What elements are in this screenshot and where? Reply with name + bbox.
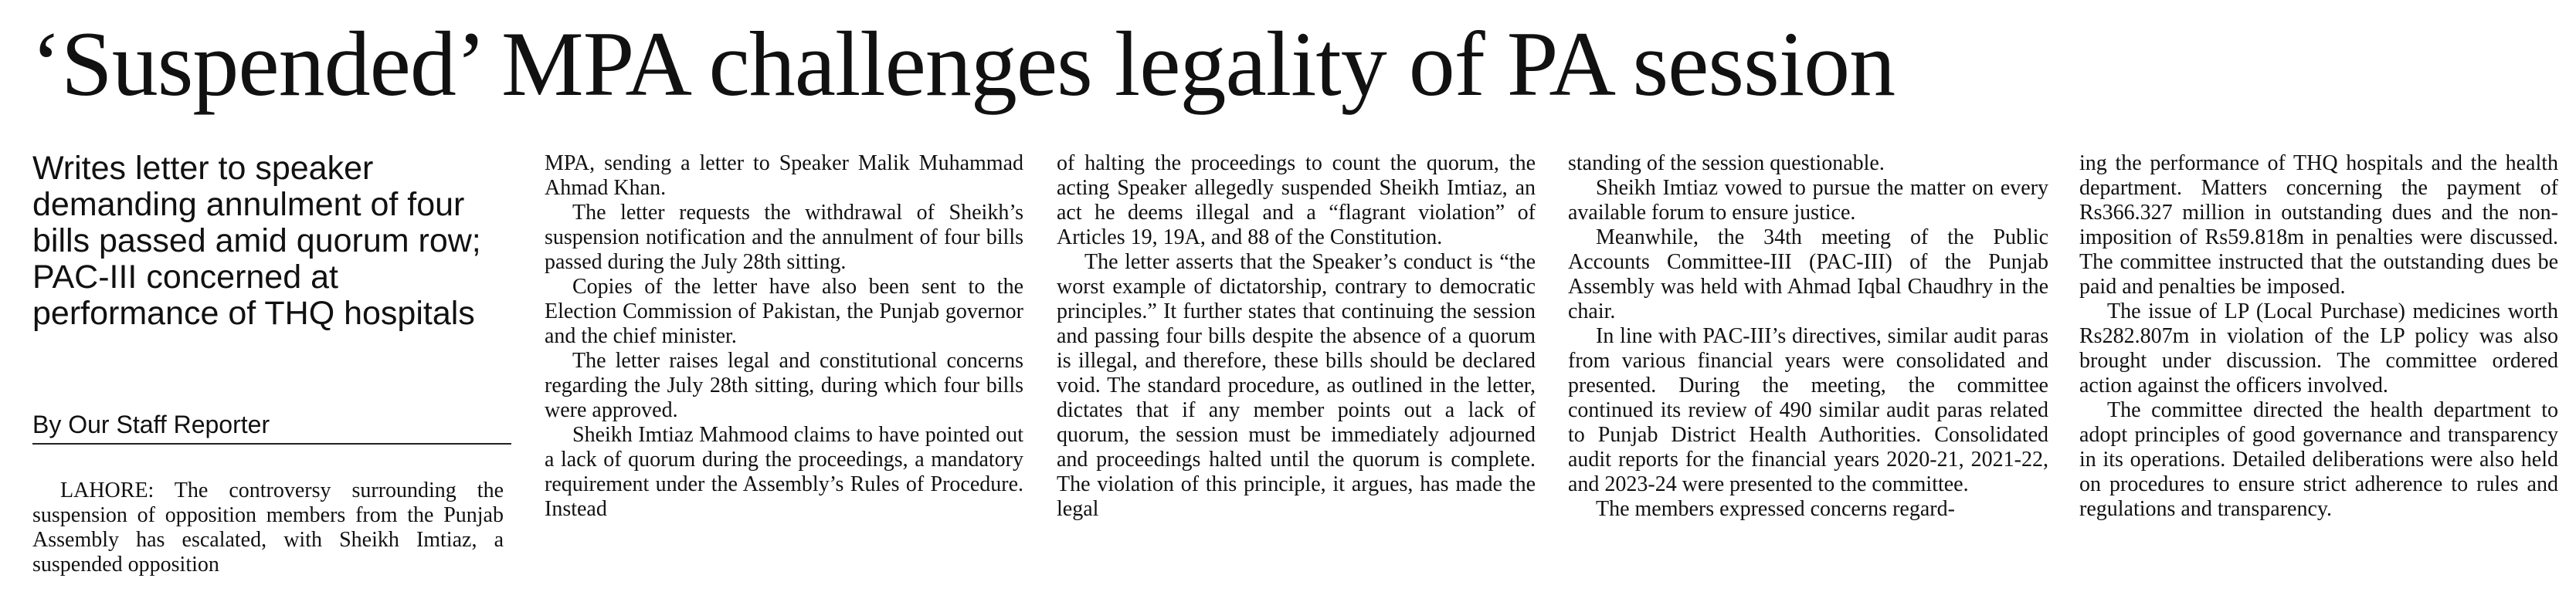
paragraph: of halting the proceedings to count the quorum, the acting Speaker allegedly suspended Sheikh Imtiaz, an act he deems illegal and a “flagrant violation” of Articles 19, 19A, and 88 of the Constitution. — [1057, 151, 1536, 249]
byline: By Our Staff Reporter — [32, 409, 511, 445]
paragraph: Meanwhile, the 34th meeting of the Public Accounts Committee-III (PAC-III) of the Punjab Assembly was held with Ahmad Iqbal Chaudhry in the chair. — [1568, 225, 2048, 323]
body-column-2 — [545, 151, 1023, 599]
headline: ‘Suspended’ MPA challenges legality of PA session — [31, 12, 1896, 115]
body-column-4 — [1568, 151, 2048, 599]
paragraph: The letter requests the withdrawal of Sheikh’s suspension notification and the annulment of four bills passed during the July 28th sitting. — [545, 201, 1023, 274]
body-column-1 — [32, 479, 504, 599]
paragraph: Sheikh Imtiaz Mahmood claims to have pointed out a lack of quorum during the proceedings, a mandatory requirement under the Assembly’s Rules of Procedure. Instead — [545, 423, 1023, 521]
paragraph: Copies of the letter have also been sent to the Election Commission of Pakistan, the Punjab governor and the chief minister. — [545, 275, 1023, 348]
paragraph: The members expressed concerns regard- — [1596, 497, 1955, 521]
body-column-3 — [1057, 151, 1536, 599]
paragraph: The letter raises legal and constitutional concerns regarding the July 28th sitting, during which four bills were approved. — [545, 349, 1023, 422]
subheadline: Writes letter to speaker demanding annulment of four bills passed amid quorum row; PAC-III concerned at performance of THQ hospitals — [32, 150, 481, 332]
paragraph: LAHORE: The controversy surrounding the suspension of opposition members from the Punjab Assembly has escalated, with Sheikh Imtiaz, a suspended opposition — [32, 479, 504, 577]
paragraph: The letter asserts that the Speaker’s conduct is “the worst example of dictatorship, contrary to democratic principles.” It further states that continuing the session and passing four bills despite the absence of a quorum is illegal, and therefore, these bills should be declared void. The standard procedure, as outlined in the letter, dictates that if any member points out a lack of quorum, the session must be immediately adjourned and proceedings halted until the quorum is complete. The violation of this principle, it argues, has made the legal — [1057, 250, 1536, 521]
paragraph: standing of the session questionable. — [1568, 151, 1885, 175]
paragraph: In line with PAC-III’s directives, similar audit paras from various financial years were consolidated and presented. During the meeting, the committee continued its review of 490 similar audit paras related to Punjab District Health Authorities. Consolidated audit reports for the financial years 2020-21, 2021-22, and 2023-24 were presented to the committee. — [1568, 324, 2048, 496]
body-column-5 — [2079, 151, 2558, 599]
paragraph: The issue of LP (Local Purchase) medicines worth Rs282.807m in violation of the LP policy was also brought under discussion. The committee ordered action against the officers involved. — [2079, 299, 2558, 397]
paragraph: ing the performance of THQ hospitals and the health department. Matters concerning the payment of Rs366.327 million in outstanding dues and the non-imposition of Rs59.818m in penalties were discussed. The committee instructed that the outstanding dues be paid and penalties be imposed. — [2079, 151, 2558, 299]
paragraph: MPA, sending a letter to Speaker Malik Muhammad Ahmad Khan. — [545, 151, 1023, 200]
paragraph: The committee directed the health department to adopt principles of good governance and transparency in its operations. Detailed deliberations were also held on procedures to ensure strict adherence to rules and regulations and transparency. — [2079, 398, 2558, 521]
paragraph: Sheikh Imtiaz vowed to pursue the matter on every available forum to ensure justice. — [1568, 176, 2048, 225]
